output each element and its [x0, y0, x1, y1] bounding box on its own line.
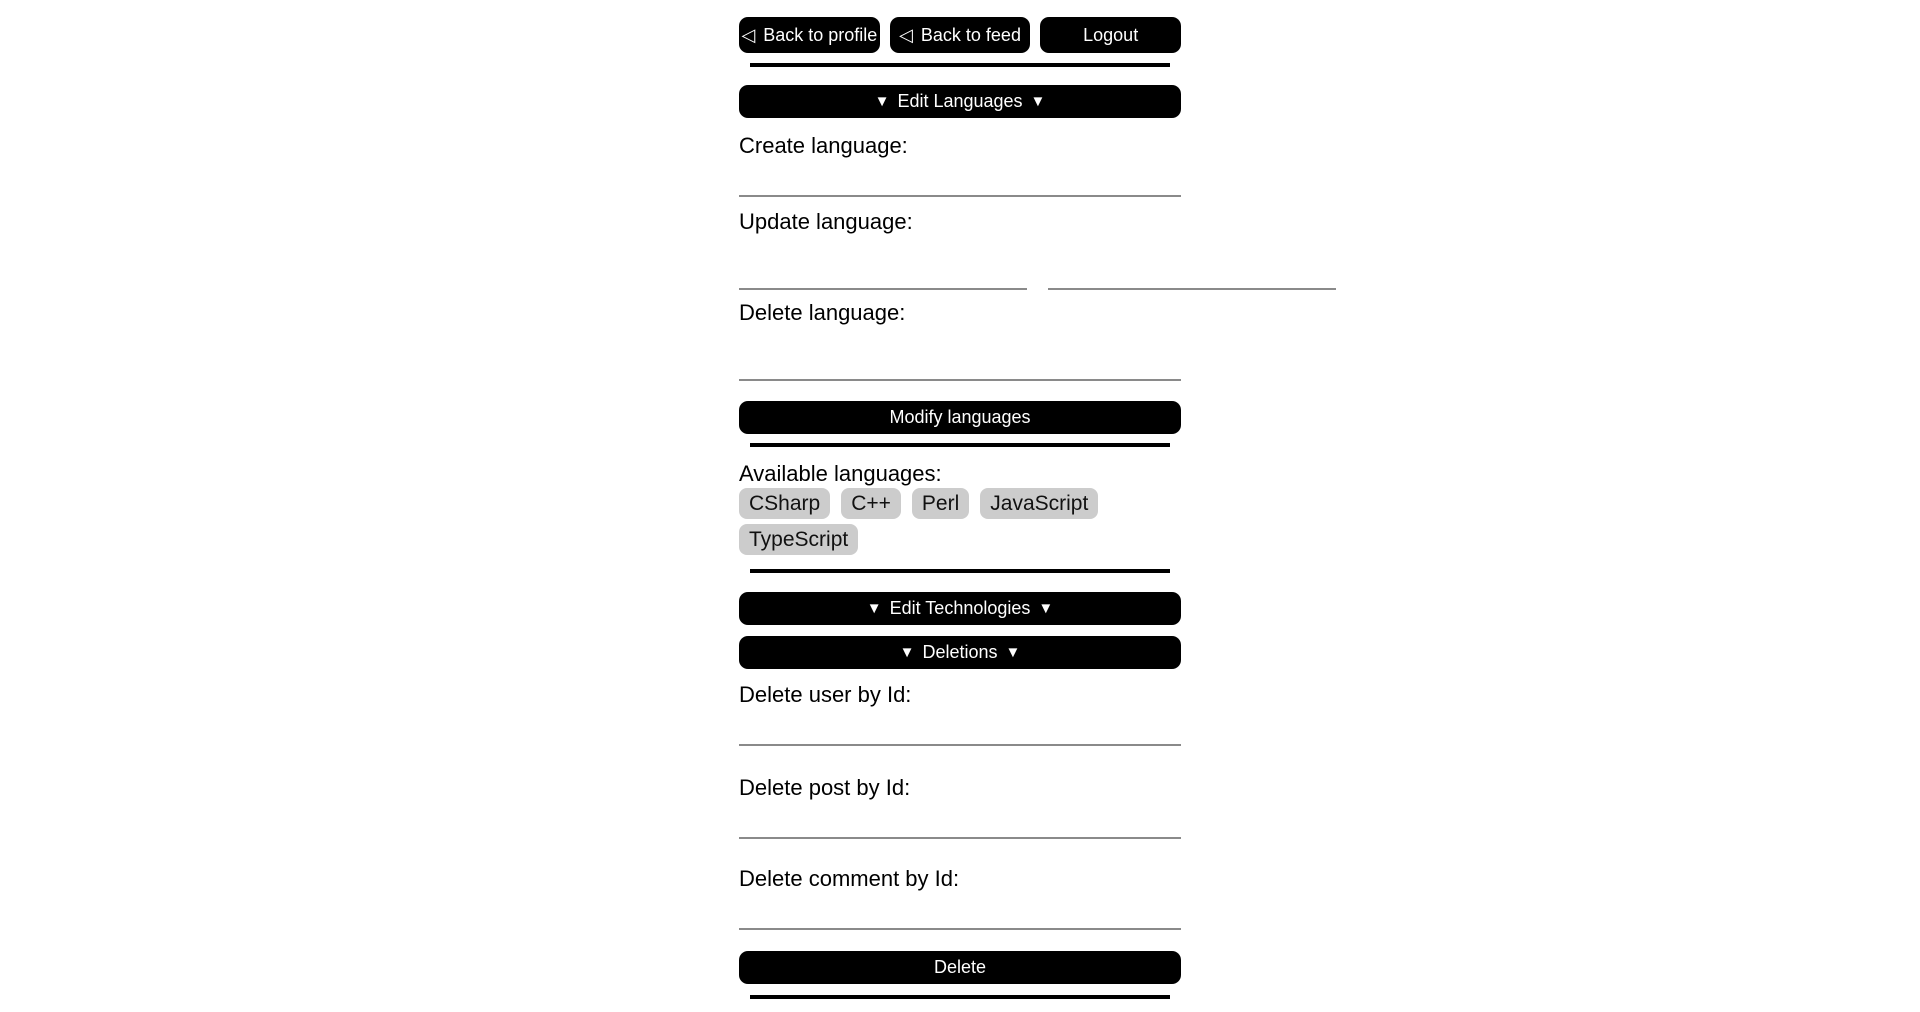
language-tag: CSharp: [739, 488, 830, 519]
create-language-input[interactable]: [739, 157, 1181, 197]
update-language-input-2[interactable]: [1048, 250, 1336, 290]
delete-comment-id-input[interactable]: [739, 890, 1181, 930]
section-divider: [750, 63, 1170, 67]
deletions-toggle[interactable]: [739, 636, 1181, 669]
back-arrow-icon: ◁: [741, 25, 756, 45]
back-arrow-icon: ◁: [899, 25, 913, 45]
section-divider: [750, 995, 1170, 999]
caret-down-icon: ▼: [1030, 93, 1046, 110]
back-to-profile-label: Back to profile: [763, 24, 878, 45]
update-language-row: [739, 250, 1181, 290]
modify-languages-label: Modify languages: [889, 407, 1031, 427]
deletions-toggle-label: Deletions: [922, 642, 998, 662]
available-languages-title: Available languages:: [739, 461, 942, 486]
section-divider: [750, 443, 1170, 447]
caret-down-icon: ▼: [899, 644, 915, 661]
delete-language-label: Delete language:: [739, 300, 906, 325]
delete-comment-id-label: Delete comment by Id:: [739, 866, 960, 891]
language-tag: C++: [841, 488, 901, 519]
delete-button[interactable]: [739, 951, 1181, 984]
language-tag: JavaScript: [980, 488, 1098, 519]
available-languages-list: [739, 488, 1181, 555]
logout-button[interactable]: [1040, 17, 1181, 53]
edit-technologies-toggle-label: Edit Technologies: [889, 598, 1031, 618]
edit-technologies-toggle[interactable]: [739, 592, 1181, 625]
back-to-feed-button[interactable]: [890, 17, 1031, 53]
create-language-label: Create language:: [739, 133, 908, 158]
caret-down-icon: ▼: [866, 600, 882, 617]
edit-languages-toggle[interactable]: [739, 85, 1181, 118]
caret-down-icon: ▼: [1038, 600, 1054, 617]
logout-label: Logout: [1083, 24, 1139, 45]
back-to-feed-label: Back to feed: [920, 24, 1021, 45]
caret-down-icon: ▼: [874, 93, 890, 110]
header-nav: [739, 17, 1181, 53]
delete-user-id-label: Delete user by Id:: [739, 682, 912, 707]
caret-down-icon: ▼: [1005, 644, 1021, 661]
delete-post-id-input[interactable]: [739, 799, 1181, 839]
delete-button-label: Delete: [933, 957, 987, 977]
update-language-input-1[interactable]: [739, 250, 1027, 290]
delete-user-id-input[interactable]: [739, 706, 1181, 746]
back-to-profile-button[interactable]: [739, 17, 880, 53]
delete-post-id-label: Delete post by Id:: [739, 775, 911, 800]
delete-language-input[interactable]: [739, 341, 1181, 381]
update-language-label: Update language:: [739, 209, 913, 234]
admin-panel: [739, 0, 1181, 999]
section-divider: [750, 569, 1170, 573]
modify-languages-button[interactable]: [739, 401, 1181, 434]
edit-languages-toggle-label: Edit Languages: [897, 91, 1023, 111]
language-tag: Perl: [912, 488, 969, 519]
language-tag: TypeScript: [739, 524, 858, 555]
